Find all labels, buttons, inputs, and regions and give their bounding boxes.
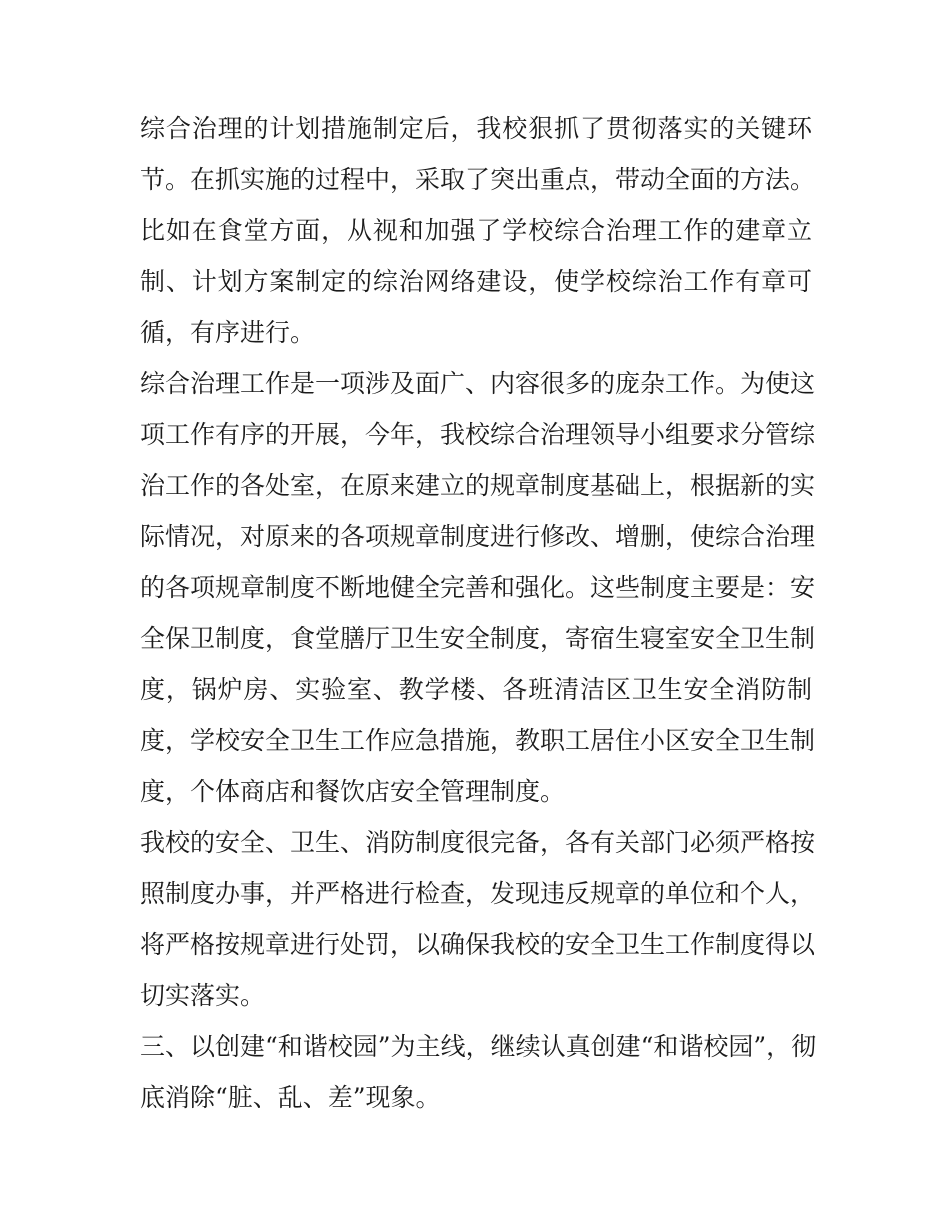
paragraph-3 [140, 817, 816, 1021]
text-line: 节。在抓实施的过程中，采取了突出重点，带动全面的方法。 [140, 165, 816, 194]
document-body [140, 103, 817, 1123]
text-line: 切实落实。 [140, 981, 266, 1010]
text-line: 度，学校安全卫生工作应急措施，教职工居住小区安全卫生制 [140, 726, 816, 755]
text-line: 际情况，对原来的各项规章制度进行修改、增删，使综合治理 [140, 522, 816, 551]
text-line: 照制度办事，并严格进行检查，发现违反规章的单位和个人， [140, 879, 816, 908]
paragraph-2 [140, 358, 816, 817]
text-line: 比如在食堂方面，从视和加强了学校综合治理工作的建章立 [140, 216, 812, 245]
paragraph-1 [140, 103, 816, 358]
text-line: 的各项规章制度不断地健全完善和强化。这些制度主要是：安 [140, 573, 816, 602]
text-line: 综合治理工作是一项涉及面广、内容很多的庞杂工作。为使这 [140, 369, 816, 398]
text-line: 治工作的各处室，在原来建立的规章制度基础上，根据新的实 [140, 471, 816, 500]
text-line: 项工作有序的开展，今年，我校综合治理领导小组要求分管综 [140, 420, 816, 449]
text-line: 全保卫制度，食堂膳厅卫生安全制度，寄宿生寝室安全卫生制 [140, 624, 816, 653]
text-line: 我校的安全、卫生、消防制度很完备，各有关部门必须严格按 [140, 828, 816, 857]
text-line: 度，锅炉房、实验室、教学楼、各班清洁区卫生安全消防制 [140, 675, 812, 704]
text-line: 度，个体商店和餐饮店安全管理制度。 [140, 777, 566, 806]
text-line: 综合治理的计划措施制定后，我校狠抓了贯彻落实的关键环 [140, 114, 812, 143]
text-line: 底消除“脏、乱、差”现象。 [140, 1083, 441, 1112]
paragraph-4 [140, 1021, 817, 1123]
text-line: 循，有序进行。 [140, 318, 316, 347]
text-line: 三、以创建“和谐校园”为主线，继续认真创建“和谐校园”，彻 [140, 1032, 817, 1061]
text-line: 制、计划方案制定的综治网络建设，使学校综治工作有章可 [140, 267, 812, 296]
text-line: 将严格按规章进行处罚，以确保我校的安全卫生工作制度得以 [140, 930, 816, 959]
